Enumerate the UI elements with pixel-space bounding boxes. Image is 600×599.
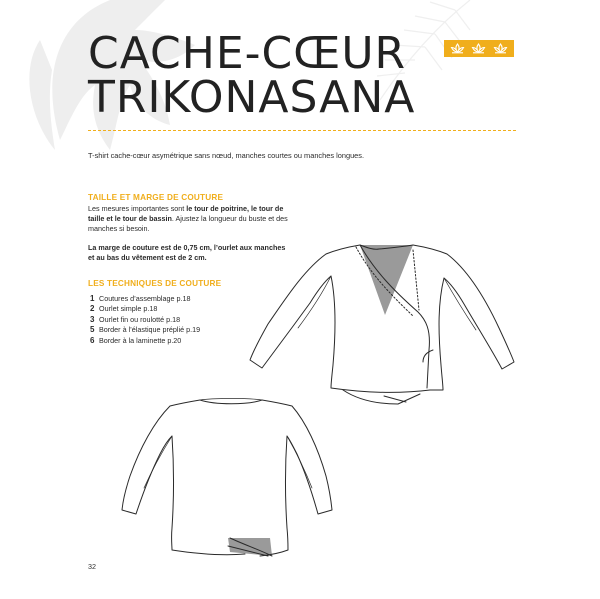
lotus-icon [493,43,508,54]
list-item: 6 Border à la laminette p.20 [90,335,182,345]
list-item: 1 Coutures d’assemblage p.18 [90,294,191,303]
techniques-heading: LES TECHNIQUES DE COUTURE [88,279,222,288]
front-view-drawing [248,190,523,415]
intro-text: T-shirt cache-cœur asymétrique sans nœud, manches courtes ou manches longues. [88,151,365,160]
lotus-icon [471,43,486,54]
pattern-title-line2: TRIKONASANA [88,72,416,123]
pattern-title-line1: CACHE-CŒUR [88,28,407,79]
lotus-icon [450,43,465,54]
title-divider [88,130,516,131]
list-item: 2 Ourlet simple p.18 [90,304,158,314]
seam-allowance-paragraph: La marge de couture est de 0,75 cm, l’ourlet aux manches et au bas du vêtement est de 2 cm. [88,243,286,263]
difficulty-badge [444,40,514,57]
techniques-list [90,294,200,346]
measurements-paragraph: Les mesures importantes sont le tour de poitrine, le tour de taille et le tour de bassin. Ajustez la longueur du buste et des manches si besoin. [88,204,288,234]
size-section-heading: TAILLE ET MARGE DE COUTURE [88,193,224,202]
page-number: 32 [88,562,96,571]
back-view-drawing [120,388,335,563]
list-item: 5 Border à l’élastique préplié p.19 [90,325,201,335]
list-item: 3 Ourlet fin ou roulotté p.18 [90,314,181,324]
